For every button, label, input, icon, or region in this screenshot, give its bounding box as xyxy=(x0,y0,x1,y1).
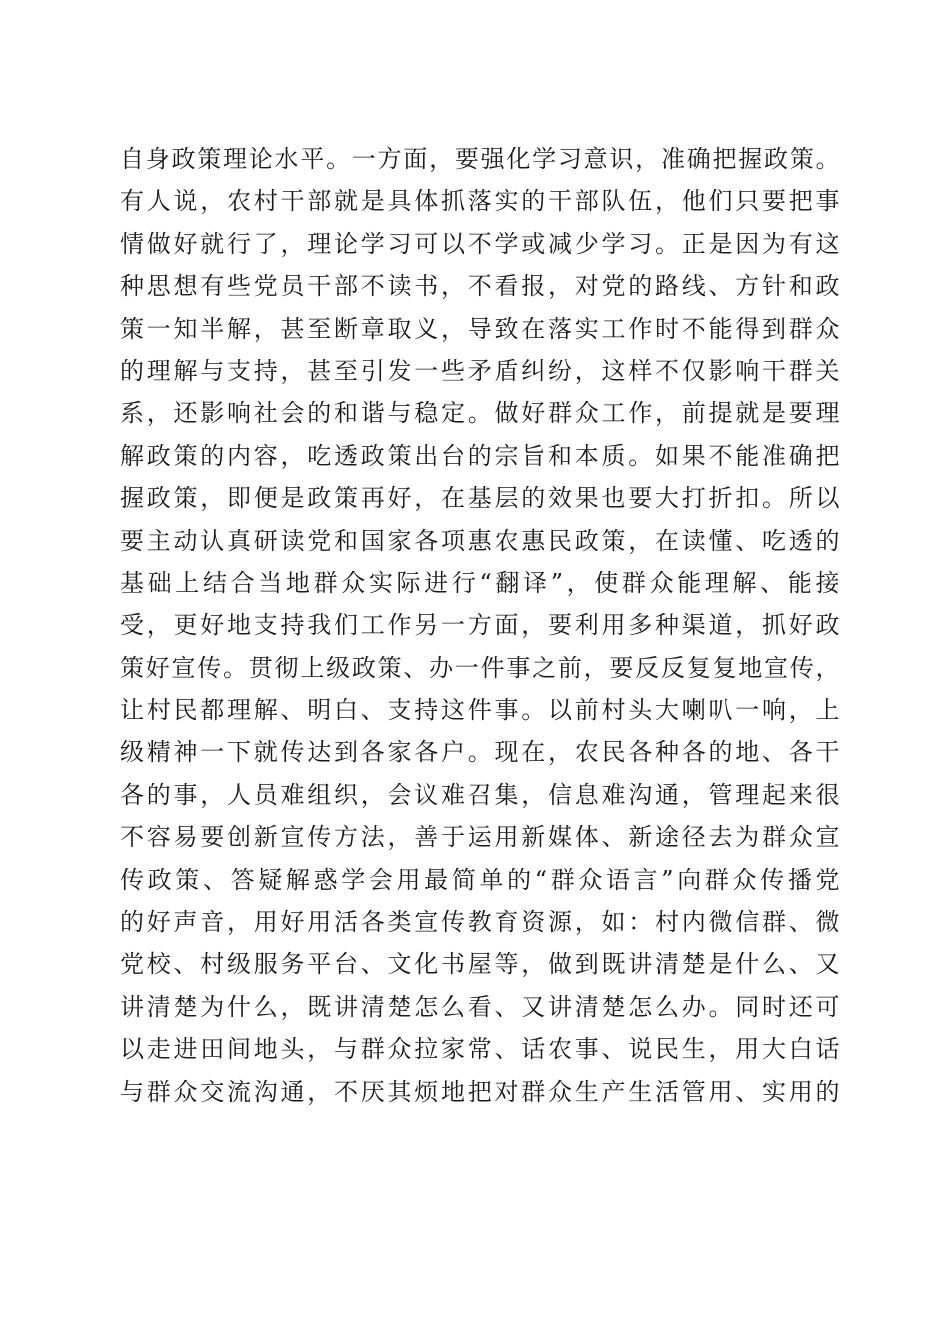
text-line: 讲清楚为什么，既讲清楚怎么看、又讲清楚怎么办。同时还可 xyxy=(120,992,840,1021)
text-line: 情做好就行了，理论学习可以不学或减少学习。正是因为有这 xyxy=(120,229,840,258)
text-line: 自身政策理论水平。一方面，要强化学习意识，准确把握政策。 xyxy=(120,145,840,173)
text-line: 要主动认真研读党和国家各项惠农惠民政策，在读懂、吃透的 xyxy=(120,526,840,555)
text-line: 基础上结合当地群众实际进行“翻译”，使群众能理解、能接 xyxy=(120,568,840,597)
text-line: 有人说，农村干部就是具体抓落实的干部队伍，他们只要把事 xyxy=(120,187,840,216)
text-line: 党校、村级服务平台、文化书屋等，做到既讲清楚是什么、又 xyxy=(120,950,840,979)
text-line: 解政策的内容，吃透政策出台的宗旨和本质。如果不能准确把 xyxy=(120,441,840,470)
text-line: 传政策、答疑解惑学会用最简单的“群众语言”向群众传播党 xyxy=(120,865,840,894)
text-line: 受，更好地支持我们工作另一方面，要利用多种渠道，抓好政 xyxy=(120,611,840,640)
text-line: 各的事，人员难组织，会议难召集，信息难沟通，管理起来很 xyxy=(120,780,840,809)
text-line: 系，还影响社会的和谐与稳定。做好群众工作，前提就是要理 xyxy=(120,399,840,428)
body-paragraph xyxy=(120,138,840,1113)
text-line: 级精神一下就传达到各家各户。现在，农民各种各的地、各干 xyxy=(120,738,840,767)
text-line: 与群众交流沟通，不厌其烦地把对群众生产生活管用、实用的 xyxy=(120,1077,840,1106)
text-line: 握政策，即便是政策再好，在基层的效果也要大打折扣。所以 xyxy=(120,484,840,513)
text-line: 以走进田间地头，与群众拉家常、话农事、说民生，用大白话 xyxy=(120,1035,840,1064)
text-line: 策好宣传。贯彻上级政策、办一件事之前，要反反复复地宣传， xyxy=(120,653,840,682)
text-line: 不容易要创新宣传方法，善于运用新媒体、新途径去为群众宣 xyxy=(120,823,840,852)
text-line: 策一知半解，甚至断章取义，导致在落实工作时不能得到群众 xyxy=(120,314,840,343)
text-line: 种思想有些党员干部不读书，不看报，对党的路线、方针和政 xyxy=(120,272,840,301)
text-line: 让村民都理解、明白、支持这件事。以前村头大喇叭一响，上 xyxy=(120,696,840,725)
text-line: 的理解与支持，甚至引发一些矛盾纠纷，这样不仅影响干群关 xyxy=(120,356,840,385)
text-line: 的好声音，用好用活各类宣传教育资源，如：村内微信群、微 xyxy=(120,908,840,937)
